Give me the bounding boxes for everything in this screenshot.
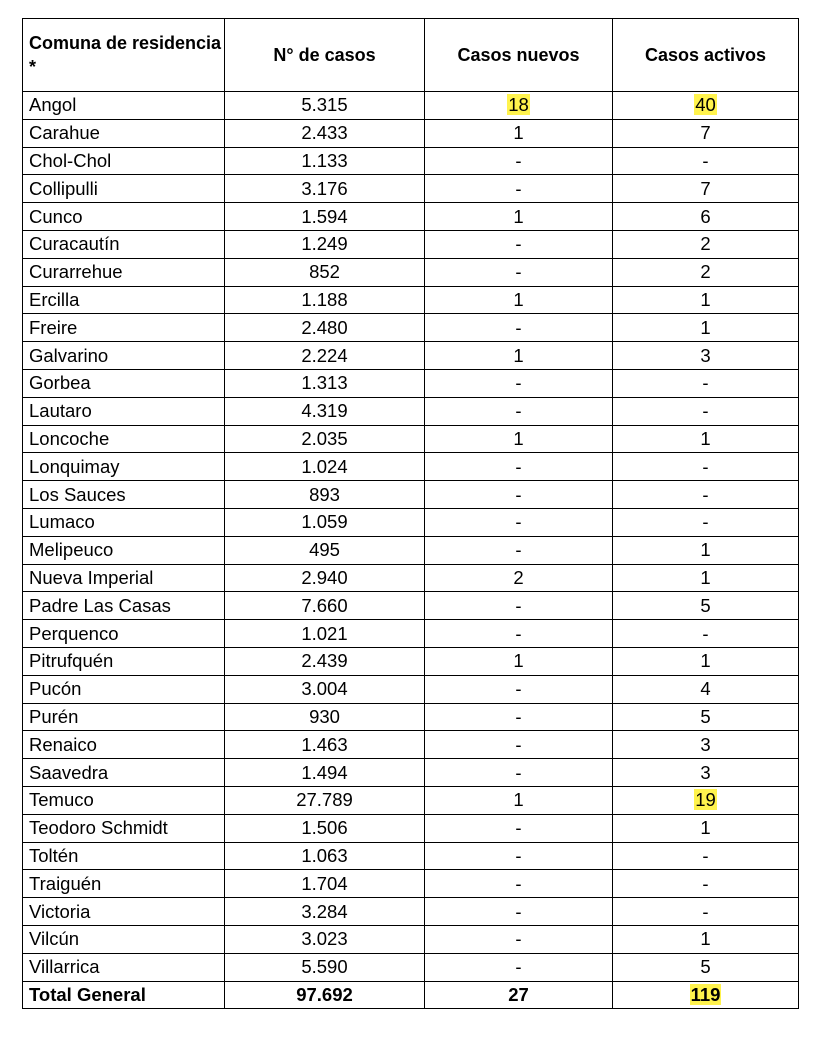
comuna-cell: Teodoro Schmidt xyxy=(23,814,225,842)
nuevos-cell: - xyxy=(425,175,613,203)
activos-cell: 5 xyxy=(613,953,799,981)
table-row xyxy=(23,508,799,536)
casos-cell: 2.224 xyxy=(225,342,425,370)
casos-cell: 97.692 xyxy=(225,981,425,1009)
table-row xyxy=(23,647,799,675)
casos-cell: 5.590 xyxy=(225,953,425,981)
nuevos-cell: - xyxy=(425,759,613,787)
casos-cell: 27.789 xyxy=(225,786,425,814)
table-row xyxy=(23,536,799,564)
comuna-cell: Pitrufquén xyxy=(23,647,225,675)
activos-cell xyxy=(613,981,799,1009)
table-row xyxy=(23,203,799,231)
activos-cell: 2 xyxy=(613,258,799,286)
casos-cell: 1.024 xyxy=(225,453,425,481)
casos-cell: 2.480 xyxy=(225,314,425,342)
table-row xyxy=(23,342,799,370)
highlighted-value: 119 xyxy=(690,983,721,1005)
comuna-cell: Total General xyxy=(23,981,225,1009)
casos-cell: 1.494 xyxy=(225,759,425,787)
nuevos-cell: - xyxy=(425,147,613,175)
activos-cell: - xyxy=(613,870,799,898)
nuevos-cell: 1 xyxy=(425,786,613,814)
nuevos-cell: - xyxy=(425,481,613,509)
nuevos-cell: 1 xyxy=(425,425,613,453)
casos-cell: 2.035 xyxy=(225,425,425,453)
activos-cell: 2 xyxy=(613,230,799,258)
header-nuevos: Casos nuevos xyxy=(425,19,613,92)
nuevos-cell: - xyxy=(425,898,613,926)
comuna-cell: Collipulli xyxy=(23,175,225,203)
casos-cell: 930 xyxy=(225,703,425,731)
activos-cell: 1 xyxy=(613,286,799,314)
casos-cell: 2.433 xyxy=(225,119,425,147)
casos-cell: 7.660 xyxy=(225,592,425,620)
nuevos-cell: - xyxy=(425,592,613,620)
comuna-cell: Lumaco xyxy=(23,508,225,536)
activos-cell: 1 xyxy=(613,564,799,592)
table-row xyxy=(23,620,799,648)
casos-cell: 3.023 xyxy=(225,925,425,953)
table-row xyxy=(23,175,799,203)
nuevos-cell: - xyxy=(425,731,613,759)
nuevos-cell: - xyxy=(425,508,613,536)
nuevos-cell: - xyxy=(425,620,613,648)
comuna-cell: Perquenco xyxy=(23,620,225,648)
table-row xyxy=(23,481,799,509)
comuna-cell: Carahue xyxy=(23,119,225,147)
activos-cell: - xyxy=(613,842,799,870)
casos-cell: 1.059 xyxy=(225,508,425,536)
activos-cell: 1 xyxy=(613,925,799,953)
comuna-cell: Victoria xyxy=(23,898,225,926)
activos-cell: 3 xyxy=(613,342,799,370)
comuna-cell: Curarrehue xyxy=(23,258,225,286)
casos-cell: 1.021 xyxy=(225,620,425,648)
activos-cell: 7 xyxy=(613,175,799,203)
total-row xyxy=(23,981,799,1009)
comuna-cell: Padre Las Casas xyxy=(23,592,225,620)
nuevos-cell: - xyxy=(425,230,613,258)
activos-cell: - xyxy=(613,898,799,926)
cases-table xyxy=(22,18,799,1009)
comuna-cell: Purén xyxy=(23,703,225,731)
comuna-cell: Melipeuco xyxy=(23,536,225,564)
table-row xyxy=(23,814,799,842)
highlighted-value: 40 xyxy=(695,94,716,116)
comuna-cell: Toltén xyxy=(23,842,225,870)
table-row xyxy=(23,425,799,453)
comuna-cell: Vilcún xyxy=(23,925,225,953)
header-casos: N° de casos xyxy=(225,19,425,92)
nuevos-cell: - xyxy=(425,369,613,397)
activos-cell: - xyxy=(613,481,799,509)
casos-cell: 1.249 xyxy=(225,230,425,258)
casos-cell: 5.315 xyxy=(225,92,425,120)
activos-cell: 5 xyxy=(613,592,799,620)
nuevos-cell: - xyxy=(425,453,613,481)
comuna-cell: Los Sauces xyxy=(23,481,225,509)
nuevos-cell: 1 xyxy=(425,647,613,675)
table-row xyxy=(23,314,799,342)
casos-cell: 3.176 xyxy=(225,175,425,203)
comuna-cell: Saavedra xyxy=(23,759,225,787)
table-row xyxy=(23,147,799,175)
activos-cell: 3 xyxy=(613,759,799,787)
activos-cell: - xyxy=(613,620,799,648)
nuevos-cell: 1 xyxy=(425,119,613,147)
activos-cell: - xyxy=(613,369,799,397)
table-row xyxy=(23,230,799,258)
comuna-cell: Freire xyxy=(23,314,225,342)
activos-cell: - xyxy=(613,508,799,536)
comuna-cell: Galvarino xyxy=(23,342,225,370)
comuna-cell: Renaico xyxy=(23,731,225,759)
activos-cell: 3 xyxy=(613,731,799,759)
casos-cell: 2.439 xyxy=(225,647,425,675)
casos-cell: 1.313 xyxy=(225,369,425,397)
table-row xyxy=(23,731,799,759)
table-row xyxy=(23,759,799,787)
comuna-cell: Nueva Imperial xyxy=(23,564,225,592)
nuevos-cell: - xyxy=(425,814,613,842)
header-row xyxy=(23,19,799,92)
comuna-cell: Traiguén xyxy=(23,870,225,898)
nuevos-cell: - xyxy=(425,870,613,898)
activos-cell xyxy=(613,92,799,120)
header-comuna: Comuna de residencia * xyxy=(23,19,225,92)
casos-cell: 1.063 xyxy=(225,842,425,870)
casos-cell: 1.506 xyxy=(225,814,425,842)
casos-cell: 852 xyxy=(225,258,425,286)
casos-cell: 495 xyxy=(225,536,425,564)
comuna-cell: Lonquimay xyxy=(23,453,225,481)
activos-cell: - xyxy=(613,147,799,175)
comuna-cell: Gorbea xyxy=(23,369,225,397)
table-row xyxy=(23,703,799,731)
activos-cell: 6 xyxy=(613,203,799,231)
table-row xyxy=(23,258,799,286)
comuna-cell: Lautaro xyxy=(23,397,225,425)
comuna-cell: Ercilla xyxy=(23,286,225,314)
table-row xyxy=(23,870,799,898)
table-row xyxy=(23,119,799,147)
nuevos-cell: - xyxy=(425,675,613,703)
nuevos-cell: 1 xyxy=(425,286,613,314)
table-row xyxy=(23,564,799,592)
casos-cell: 2.940 xyxy=(225,564,425,592)
nuevos-cell: - xyxy=(425,842,613,870)
nuevos-cell: 27 xyxy=(425,981,613,1009)
highlighted-value: 18 xyxy=(508,94,529,116)
nuevos-cell: - xyxy=(425,258,613,286)
table-row xyxy=(23,925,799,953)
activos-cell: 7 xyxy=(613,119,799,147)
casos-cell: 1.188 xyxy=(225,286,425,314)
table-row xyxy=(23,92,799,120)
highlighted-value: 19 xyxy=(695,789,716,811)
nuevos-cell: 2 xyxy=(425,564,613,592)
nuevos-cell: - xyxy=(425,536,613,564)
nuevos-cell: 1 xyxy=(425,203,613,231)
table-row xyxy=(23,453,799,481)
table-row xyxy=(23,675,799,703)
nuevos-cell: - xyxy=(425,397,613,425)
nuevos-cell: - xyxy=(425,314,613,342)
table-row xyxy=(23,953,799,981)
activos-cell: 1 xyxy=(613,536,799,564)
casos-cell: 1.704 xyxy=(225,870,425,898)
activos-cell: 1 xyxy=(613,814,799,842)
table-row xyxy=(23,842,799,870)
nuevos-cell: - xyxy=(425,925,613,953)
nuevos-cell xyxy=(425,92,613,120)
casos-cell: 1.463 xyxy=(225,731,425,759)
comuna-cell: Angol xyxy=(23,92,225,120)
table-row xyxy=(23,397,799,425)
activos-cell xyxy=(613,786,799,814)
casos-cell: 3.004 xyxy=(225,675,425,703)
header-activos: Casos activos xyxy=(613,19,799,92)
activos-cell: 1 xyxy=(613,647,799,675)
table-row xyxy=(23,369,799,397)
casos-cell: 1.133 xyxy=(225,147,425,175)
casos-cell: 3.284 xyxy=(225,898,425,926)
nuevos-cell: 1 xyxy=(425,342,613,370)
activos-cell: 4 xyxy=(613,675,799,703)
comuna-cell: Villarrica xyxy=(23,953,225,981)
comuna-cell: Pucón xyxy=(23,675,225,703)
table-row xyxy=(23,592,799,620)
activos-cell: 1 xyxy=(613,314,799,342)
casos-cell: 1.594 xyxy=(225,203,425,231)
comuna-cell: Chol-Chol xyxy=(23,147,225,175)
activos-cell: - xyxy=(613,397,799,425)
activos-cell: 5 xyxy=(613,703,799,731)
comuna-cell: Temuco xyxy=(23,786,225,814)
activos-cell: - xyxy=(613,453,799,481)
casos-cell: 4.319 xyxy=(225,397,425,425)
activos-cell: 1 xyxy=(613,425,799,453)
comuna-cell: Loncoche xyxy=(23,425,225,453)
nuevos-cell: - xyxy=(425,703,613,731)
nuevos-cell: - xyxy=(425,953,613,981)
table-row xyxy=(23,786,799,814)
casos-cell: 893 xyxy=(225,481,425,509)
table-row xyxy=(23,286,799,314)
comuna-cell: Cunco xyxy=(23,203,225,231)
table-row xyxy=(23,898,799,926)
comuna-cell: Curacautín xyxy=(23,230,225,258)
